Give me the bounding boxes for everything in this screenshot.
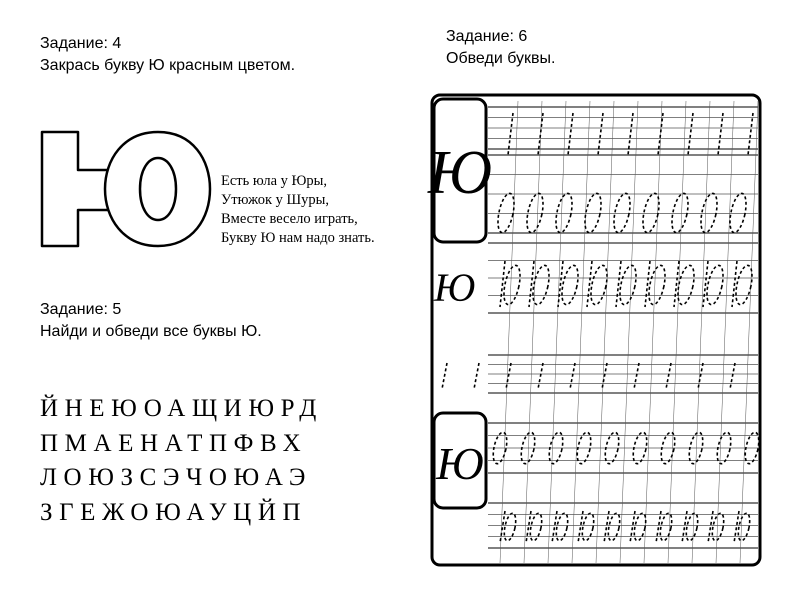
task-5-instruction: Найди и обведи все буквы Ю.: [40, 323, 262, 340]
poem-line: Утюжок у Шуры,: [221, 192, 330, 208]
poem-line: Вместе весело играть,: [221, 211, 358, 227]
letter-grid-row[interactable]: ЛОЮЗСЭЧОЮАЭ: [40, 464, 312, 491]
letter-grid-row[interactable]: ЙНЕЮОАЩИЮРД: [40, 395, 323, 422]
sample-letter-top: Ю: [428, 139, 492, 207]
letter-search-grid[interactable]: [40, 392, 323, 530]
letter-grid-row[interactable]: ЗГЕЖОЮАУЦЙП: [40, 498, 308, 526]
poem-line: Есть юла у Юры,: [221, 173, 328, 189]
copybook-tracing-sheet[interactable]: [430, 93, 762, 567]
outlined-letter-yu-glyph: Ю: [38, 115, 55, 132]
row-start-letter: Ю: [434, 265, 476, 310]
poem-line: Букву Ю нам надо знать.: [221, 230, 375, 246]
task-6-instruction: Обведи буквы.: [446, 50, 556, 67]
task-5-number: Задание: 5: [40, 301, 122, 318]
task-4-instruction: Закрась букву Ю красным цветом.: [40, 57, 296, 74]
letter-grid-row[interactable]: ПМАЕНАТПФВХ: [40, 429, 308, 457]
task-5-header: [40, 299, 262, 343]
task-6-number: Задание: 6: [446, 28, 528, 45]
task-6-header: [446, 26, 555, 70]
outlined-letter-yu[interactable]: [38, 115, 214, 250]
poem: [221, 172, 375, 248]
task-4-number: Задание: 4: [40, 35, 122, 52]
sample-letter-bottom: Ю: [436, 438, 484, 489]
task-4-header: [40, 33, 295, 77]
